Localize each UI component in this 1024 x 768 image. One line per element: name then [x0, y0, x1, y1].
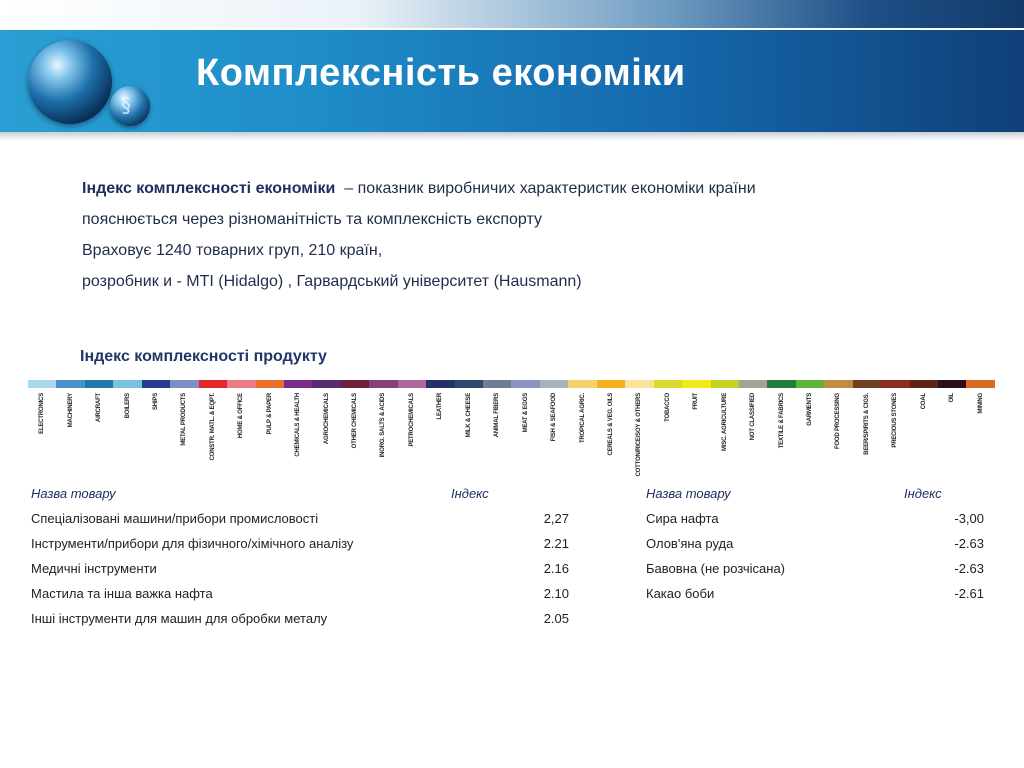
category-label-cell [910, 393, 938, 463]
category-label: OIL [949, 393, 956, 403]
category-labels [28, 393, 995, 477]
category-label: LEATHER [437, 393, 444, 420]
category-label: FOOD PROCESSING [835, 393, 842, 450]
category-label-cell [199, 393, 227, 463]
category-color-segment [170, 380, 198, 388]
category-label: MILK & CHEESE [465, 393, 472, 438]
table-row [646, 561, 984, 586]
row-name: Спеціалізовані машини/прибори промисловості [31, 511, 319, 526]
category-label-cell [56, 393, 84, 463]
category-color-segment [85, 380, 113, 388]
header-index: Індекс [451, 486, 489, 501]
category-label-cell [682, 393, 710, 463]
category-color-bar [28, 380, 995, 388]
category-label-cell [256, 393, 284, 463]
category-label: PETROCHEMICALS [408, 393, 415, 447]
table-row [31, 561, 569, 586]
description-line-4: розробник и - MTI (Hidalgo) , Гарвардський університет (Hausmann) [82, 273, 582, 290]
category-color-segment [113, 380, 141, 388]
category-color-segment [767, 380, 795, 388]
category-label: CEREALS & VEG. OILS [607, 393, 614, 456]
category-color-segment [312, 380, 340, 388]
row-index: 2.16 [543, 561, 569, 576]
row-index: 2.21 [543, 536, 569, 551]
description-term: Індекс комплексності економіки [82, 180, 336, 197]
category-label-cell [767, 393, 795, 463]
category-label-cell [284, 393, 312, 463]
product-index-title: Індекс комплексності продукту [80, 348, 327, 365]
category-color-segment [824, 380, 852, 388]
category-label: ELECTRONICS [39, 393, 46, 434]
row-index: -2.63 [954, 536, 984, 551]
category-label: SHIPS [152, 393, 159, 411]
category-color-segment [654, 380, 682, 388]
category-color-segment [682, 380, 710, 388]
category-label-cell [597, 393, 625, 463]
row-index: -3,00 [954, 511, 984, 526]
globe-large-icon [28, 40, 112, 124]
category-label: HOME & OFFICE [238, 393, 245, 439]
category-label: MISC. AGRICULTURE [721, 393, 728, 451]
category-label-cell [511, 393, 539, 463]
category-color-segment [56, 380, 84, 388]
category-label-cell [426, 393, 454, 463]
category-label: COTTON/RICE/SOY & OTHERS [636, 393, 643, 477]
row-name: Інструменти/прибори для фізичного/хімічного аналізу [31, 536, 354, 551]
category-label-cell [312, 393, 340, 463]
category-color-segment [881, 380, 909, 388]
category-label-cell [398, 393, 426, 463]
description-line-1 [82, 178, 982, 209]
category-label-cell [85, 393, 113, 463]
row-index: 2.05 [543, 611, 569, 626]
category-label-cell [568, 393, 596, 463]
table-low-complexity [646, 486, 984, 611]
globe-small-icon: § [110, 86, 150, 126]
table-row [31, 536, 569, 561]
row-index: 2.10 [543, 586, 569, 601]
header-index: Індекс [904, 486, 942, 501]
category-color-segment [199, 380, 227, 388]
category-label-cell [739, 393, 767, 463]
category-label-cell [483, 393, 511, 463]
category-label: INORG. SALTS & ACIDS [380, 393, 387, 458]
category-label-cell [227, 393, 255, 463]
row-name: Медичні інструменти [31, 561, 157, 576]
category-color-segment [455, 380, 483, 388]
category-label-cell [369, 393, 397, 463]
table-row [31, 511, 569, 536]
banner-shadow [0, 132, 1024, 142]
category-label: BEER/SPIRITS & CIGS. [863, 393, 870, 455]
description-block [82, 178, 982, 302]
category-label-cell [625, 393, 653, 477]
category-label-cell [824, 393, 852, 463]
description-definition: – показник виробничих характеристик економіки країни [344, 180, 756, 197]
category-label-cell [455, 393, 483, 463]
table-header [646, 486, 984, 511]
category-color-segment [142, 380, 170, 388]
table-row [646, 586, 984, 611]
header-name: Назва товару [646, 486, 731, 501]
category-color-segment [227, 380, 255, 388]
category-label: TROPICAL AGRIC. [579, 393, 586, 444]
category-color-segment [739, 380, 767, 388]
category-label: PULP & PAPER [266, 393, 273, 435]
table-row [31, 611, 569, 636]
category-label-cell [938, 393, 966, 463]
category-color-segment [341, 380, 369, 388]
category-color-segment [711, 380, 739, 388]
category-color-segment [511, 380, 539, 388]
category-label: AIRCRAFT [96, 393, 103, 423]
category-color-segment [966, 380, 994, 388]
category-color-segment [398, 380, 426, 388]
category-label: MINING [977, 393, 984, 414]
category-color-segment [597, 380, 625, 388]
category-color-segment [369, 380, 397, 388]
category-label: AGROCHEMICALS [323, 393, 330, 445]
top-strip [0, 0, 1024, 28]
category-color-segment [28, 380, 56, 388]
category-color-segment [568, 380, 596, 388]
category-label-cell [540, 393, 568, 463]
row-index: 2,27 [543, 511, 569, 526]
category-color-segment [540, 380, 568, 388]
category-label: TEXTILE & FABRICS [778, 393, 785, 449]
category-label-cell [142, 393, 170, 463]
table-header [31, 486, 569, 511]
description-line-2: пояснюється через різноманітність та комплексність експорту [82, 211, 542, 228]
slide-title: Комплексність економіки [196, 52, 686, 94]
category-label-cell [881, 393, 909, 463]
row-name: Мастила та інша важка нафта [31, 586, 213, 601]
category-label: COAL [920, 393, 927, 410]
row-name: Сира нафта [646, 511, 719, 526]
category-label-cell [170, 393, 198, 463]
row-name: Какао боби [646, 586, 715, 601]
category-label: OTHER CHEMICALS [352, 393, 359, 449]
category-color-segment [483, 380, 511, 388]
category-label: GARMENTS [807, 393, 814, 426]
description-line-3: Враховує 1240 товарних груп, 210 країн, [82, 242, 383, 259]
category-label: ANIMAL FIBERS [494, 393, 501, 438]
table-top-complexity [31, 486, 569, 636]
category-label-cell [113, 393, 141, 463]
row-index: -2.63 [954, 561, 984, 576]
category-label: FISH & SEAFOOD [551, 393, 558, 442]
row-index: -2.61 [954, 586, 984, 601]
row-name: Інші інструменти для машин для обробки металу [31, 611, 328, 626]
category-color-segment [938, 380, 966, 388]
category-label: FRUIT [693, 393, 700, 410]
category-color-segment [256, 380, 284, 388]
category-label-cell [966, 393, 994, 463]
category-label-cell [341, 393, 369, 463]
category-color-segment [796, 380, 824, 388]
header-name: Назва товару [31, 486, 116, 501]
category-label: MACHINERY [67, 393, 74, 428]
category-label: BOILERS [124, 393, 131, 419]
category-label-cell [28, 393, 56, 463]
category-label: PRECIOUS STONES [892, 393, 899, 448]
row-name: Олов'яна руда [646, 536, 734, 551]
category-color-segment [426, 380, 454, 388]
category-label: METAL PRODUCTS [181, 393, 188, 446]
category-label: NOT CLASSIFIED [750, 393, 757, 441]
category-label-cell [796, 393, 824, 463]
category-color-segment [853, 380, 881, 388]
category-label: TOBACCO [664, 393, 671, 422]
category-label: CHEMICALS & HEALTH [295, 393, 302, 457]
table-row [31, 586, 569, 611]
table-row [646, 536, 984, 561]
category-label: MEAT & EGGS [522, 393, 529, 433]
category-color-segment [910, 380, 938, 388]
category-color-segment [625, 380, 653, 388]
category-label-cell [853, 393, 881, 463]
category-label: CONSTR. MATL. & EQPT. [209, 393, 216, 461]
category-label-cell [711, 393, 739, 463]
table-row [646, 511, 984, 536]
category-label-cell [654, 393, 682, 463]
category-color-segment [284, 380, 312, 388]
row-name: Бавовна (не розчісана) [646, 561, 786, 576]
